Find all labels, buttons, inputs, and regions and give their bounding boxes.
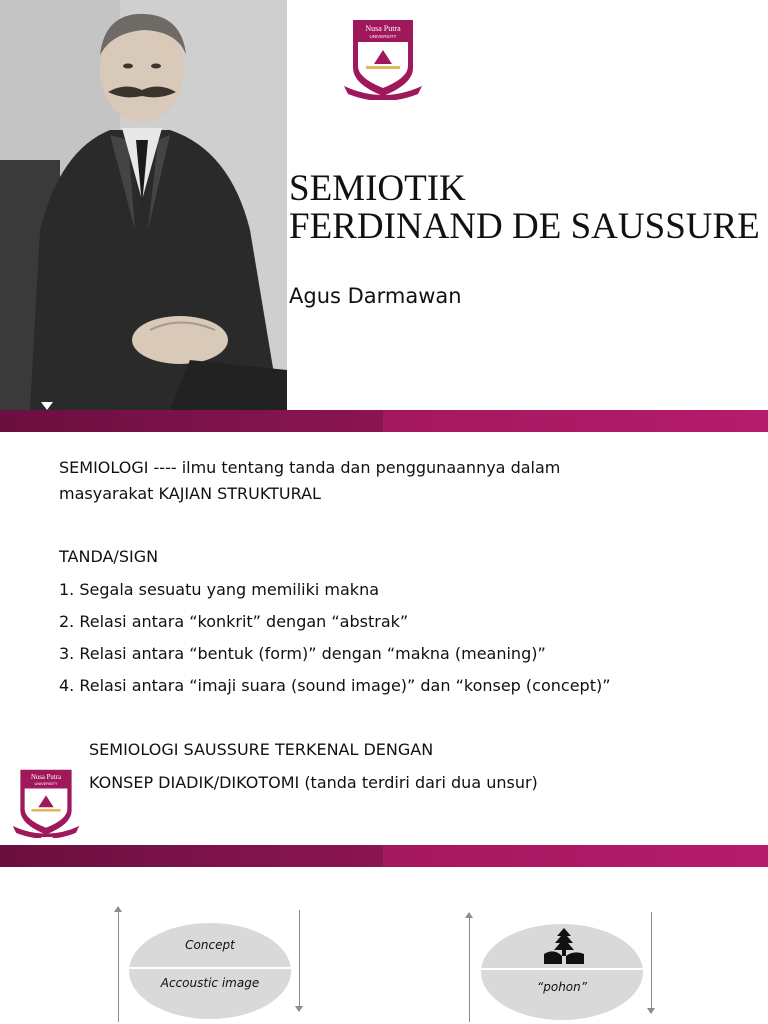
university-crest-icon [344, 18, 422, 100]
intro-line-1: SEMIOLOGI ---- ilmu tentang tanda dan penggunaannya dalam [59, 458, 561, 477]
concept-label: Concept [185, 938, 235, 952]
tree-icon [544, 928, 584, 969]
down-arrow-right [651, 912, 652, 1012]
note-line-1: SEMIOLOGI SAUSSURE TERKENAL DENGAN [89, 740, 434, 759]
section-heading: TANDA/SIGN [59, 547, 159, 566]
note-line-2: KONSEP DIADIK/DIKOTOMI (tanda terdiri dari dua unsur) [89, 773, 538, 792]
portrait-illustration [0, 0, 287, 410]
up-arrowhead-icon [114, 906, 122, 912]
portrait-photo [0, 0, 287, 410]
list-item: 1. Segala sesuatu yang memiliki makna [59, 580, 380, 599]
up-arrow-right [469, 918, 470, 1022]
logo-name: Nusa Putra [30, 774, 62, 782]
slide-title-line1: SEMIOTIK [289, 168, 466, 209]
acoustic-image-label: Accoustic image [160, 976, 260, 990]
intro-line-2: masyarakat KAJIAN STRUKTURAL [59, 484, 321, 503]
slide-divider-bar-1 [0, 410, 768, 432]
down-arrowhead-icon [295, 1006, 303, 1012]
up-arrowhead-icon [465, 912, 473, 918]
slide-title-line2: FERDINAND DE SAUSSURE [289, 206, 760, 247]
oval-divider [129, 967, 291, 969]
pohon-label: “pohon” [537, 980, 587, 994]
up-arrow-left [118, 912, 119, 1022]
logo-sub: UNIVERSITY [369, 34, 397, 39]
logo-sub: UNIVERSITY [34, 782, 58, 787]
university-logo-top [344, 18, 422, 105]
list-item: 3. Relasi antara “bentuk (form)” dengan “makna (meaning)” [59, 644, 546, 663]
slide-subtitle: Agus Darmawan [289, 284, 462, 308]
slide-divider-bar-2 [0, 845, 768, 867]
list-item: 4. Relasi antara “imaji suara (sound image)” dan “konsep (concept)” [59, 676, 611, 695]
logo-name: Nusa Putra [365, 24, 401, 33]
list-item: 2. Relasi antara “konkrit” dengan “abstrak” [59, 612, 409, 631]
down-arrowhead-icon [647, 1008, 655, 1014]
university-crest-icon [11, 768, 81, 838]
university-logo-bottom [11, 768, 81, 843]
down-arrow-left [299, 910, 300, 1010]
